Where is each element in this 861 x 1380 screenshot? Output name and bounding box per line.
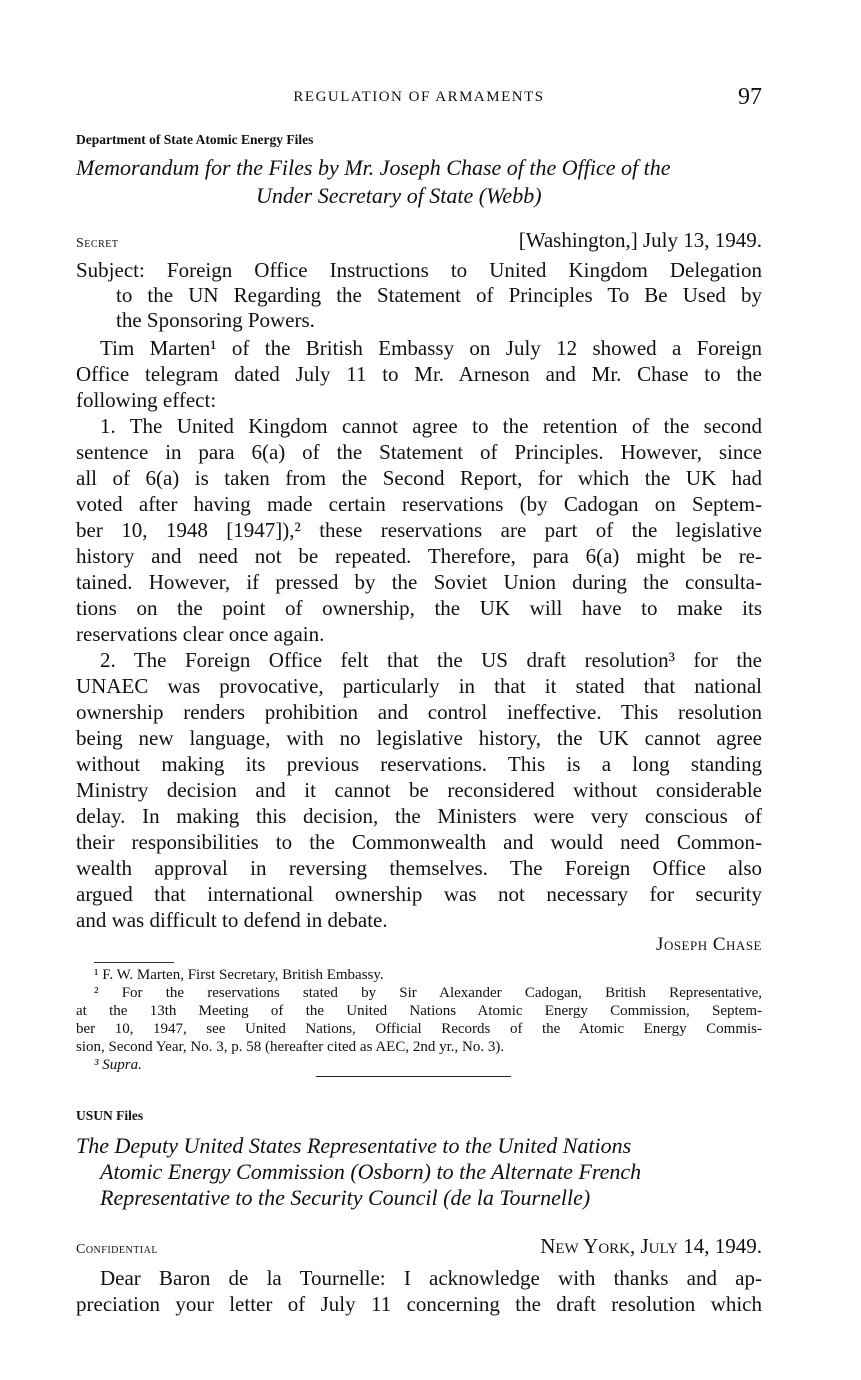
document-title-line: Under Secretary of State (Webb): [256, 183, 542, 208]
document-title-line: Memorandum for the Files by Mr. Joseph Chase of the Office of the: [76, 155, 671, 180]
footnote: ber 10, 1947, see United Nations, Official Records of the Atomic Energy Commis-: [76, 1021, 762, 1037]
subject-line: to the UN Regarding the Statement of Principles To Be Used by: [116, 283, 762, 307]
document-title-line: The Deputy United States Representative to the United Nations: [76, 1133, 632, 1158]
subject-line: Subject: Foreign Office Instructions to United Kingdom Delegation: [76, 258, 762, 282]
body-line: voted after having made certain reservations (by Cadogan on Septem-: [76, 492, 762, 516]
file-label: USUN Files: [76, 1108, 144, 1123]
body-line: and was difficult to defend in debate.: [76, 908, 388, 932]
body-line: Ministry decision and it cannot be reconsidered without considerable: [76, 778, 762, 802]
footnote: ³ Supra.: [94, 1057, 142, 1073]
body-line: without making its previous reservations. This is a long standing: [76, 752, 762, 776]
body-line: being new language, with no legislative history, the UK cannot agree: [76, 726, 762, 750]
body-line: following effect:: [76, 388, 217, 412]
body-line: their responsibilities to the Commonwealth and would need Common-: [76, 830, 762, 854]
body-line: tions on the point of ownership, the UK will have to make its: [76, 596, 762, 620]
body-line: 2. The Foreign Office felt that the US draft resolution³ for the: [100, 648, 762, 672]
classification-label: Secret: [76, 236, 119, 251]
body-line: Tim Marten¹ of the British Embassy on July 12 showed a Foreign: [100, 336, 762, 360]
body-line: argued that international ownership was not necessary for security: [76, 882, 762, 906]
dateline: [76, 228, 762, 256]
body-line: Office telegram dated July 11 to Mr. Arneson and Mr. Chase to the: [76, 362, 762, 386]
signature: Joseph Chase: [656, 934, 762, 955]
body-line: wealth approval in reversing themselves. The Foreign Office also: [76, 856, 762, 880]
document-title-line: Atomic Energy Commission (Osborn) to the Alternate French: [100, 1159, 642, 1184]
section-divider: [316, 1076, 511, 1077]
body-line: 1. The United Kingdom cannot agree to the retention of the second: [100, 414, 762, 438]
body-line: ownership renders prohibition and control ineffective. This resolution: [76, 700, 762, 724]
body-line: UNAEC was provocative, particularly in that it stated that national: [76, 674, 762, 698]
body-line: Dear Baron de la Tournelle: I acknowledge with thanks and ap-: [100, 1266, 762, 1290]
body-line: reservations clear once again.: [76, 622, 325, 646]
body-line: preciation your letter of July 11 concerning the draft resolution which: [76, 1292, 762, 1316]
body-line: sentence in para 6(a) of the Statement of Principles. However, since: [76, 440, 762, 464]
running-title: REGULATION OF ARMAMENTS: [293, 89, 545, 105]
running-header: [76, 84, 762, 114]
footnote: at the 13th Meeting of the United Nations Atomic Energy Commission, Septem-: [76, 1003, 762, 1019]
subject-line: the Sponsoring Powers.: [116, 308, 315, 332]
file-label: Department of State Atomic Energy Files: [76, 132, 314, 147]
footnote: sion, Second Year, No. 3, p. 58 (hereafter cited as AEC, 2nd yr., No. 3).: [76, 1039, 505, 1055]
footnote: ¹ F. W. Marten, First Secretary, British Embassy.: [94, 967, 384, 983]
body-line: tained. However, if pressed by the Soviet Union during the consulta-: [76, 570, 762, 594]
body-line: delay. In making this decision, the Ministers were very conscious of: [76, 804, 762, 828]
document-title-line: Representative to the Security Council (de la Tournelle): [100, 1185, 591, 1210]
footnote: ² For the reservations stated by Sir Alexander Cadogan, British Representative,: [94, 985, 762, 1001]
dateline: [76, 1234, 762, 1262]
footnote-rule: [94, 962, 174, 963]
body-line: ber 10, 1948 [1947]),² these reservations are part of the legislative: [76, 518, 762, 542]
date-location: New York, July 14, 1949.: [540, 1234, 762, 1258]
classification-label: Confidential: [76, 1242, 158, 1257]
body-line: all of 6(a) is taken from the Second Report, for which the UK had: [76, 466, 762, 490]
page-number: 97: [738, 84, 762, 110]
body-line: history and need not be repeated. Therefore, para 6(a) might be re-: [76, 544, 762, 568]
date-location: [Washington,] July 13, 1949.: [518, 228, 762, 252]
